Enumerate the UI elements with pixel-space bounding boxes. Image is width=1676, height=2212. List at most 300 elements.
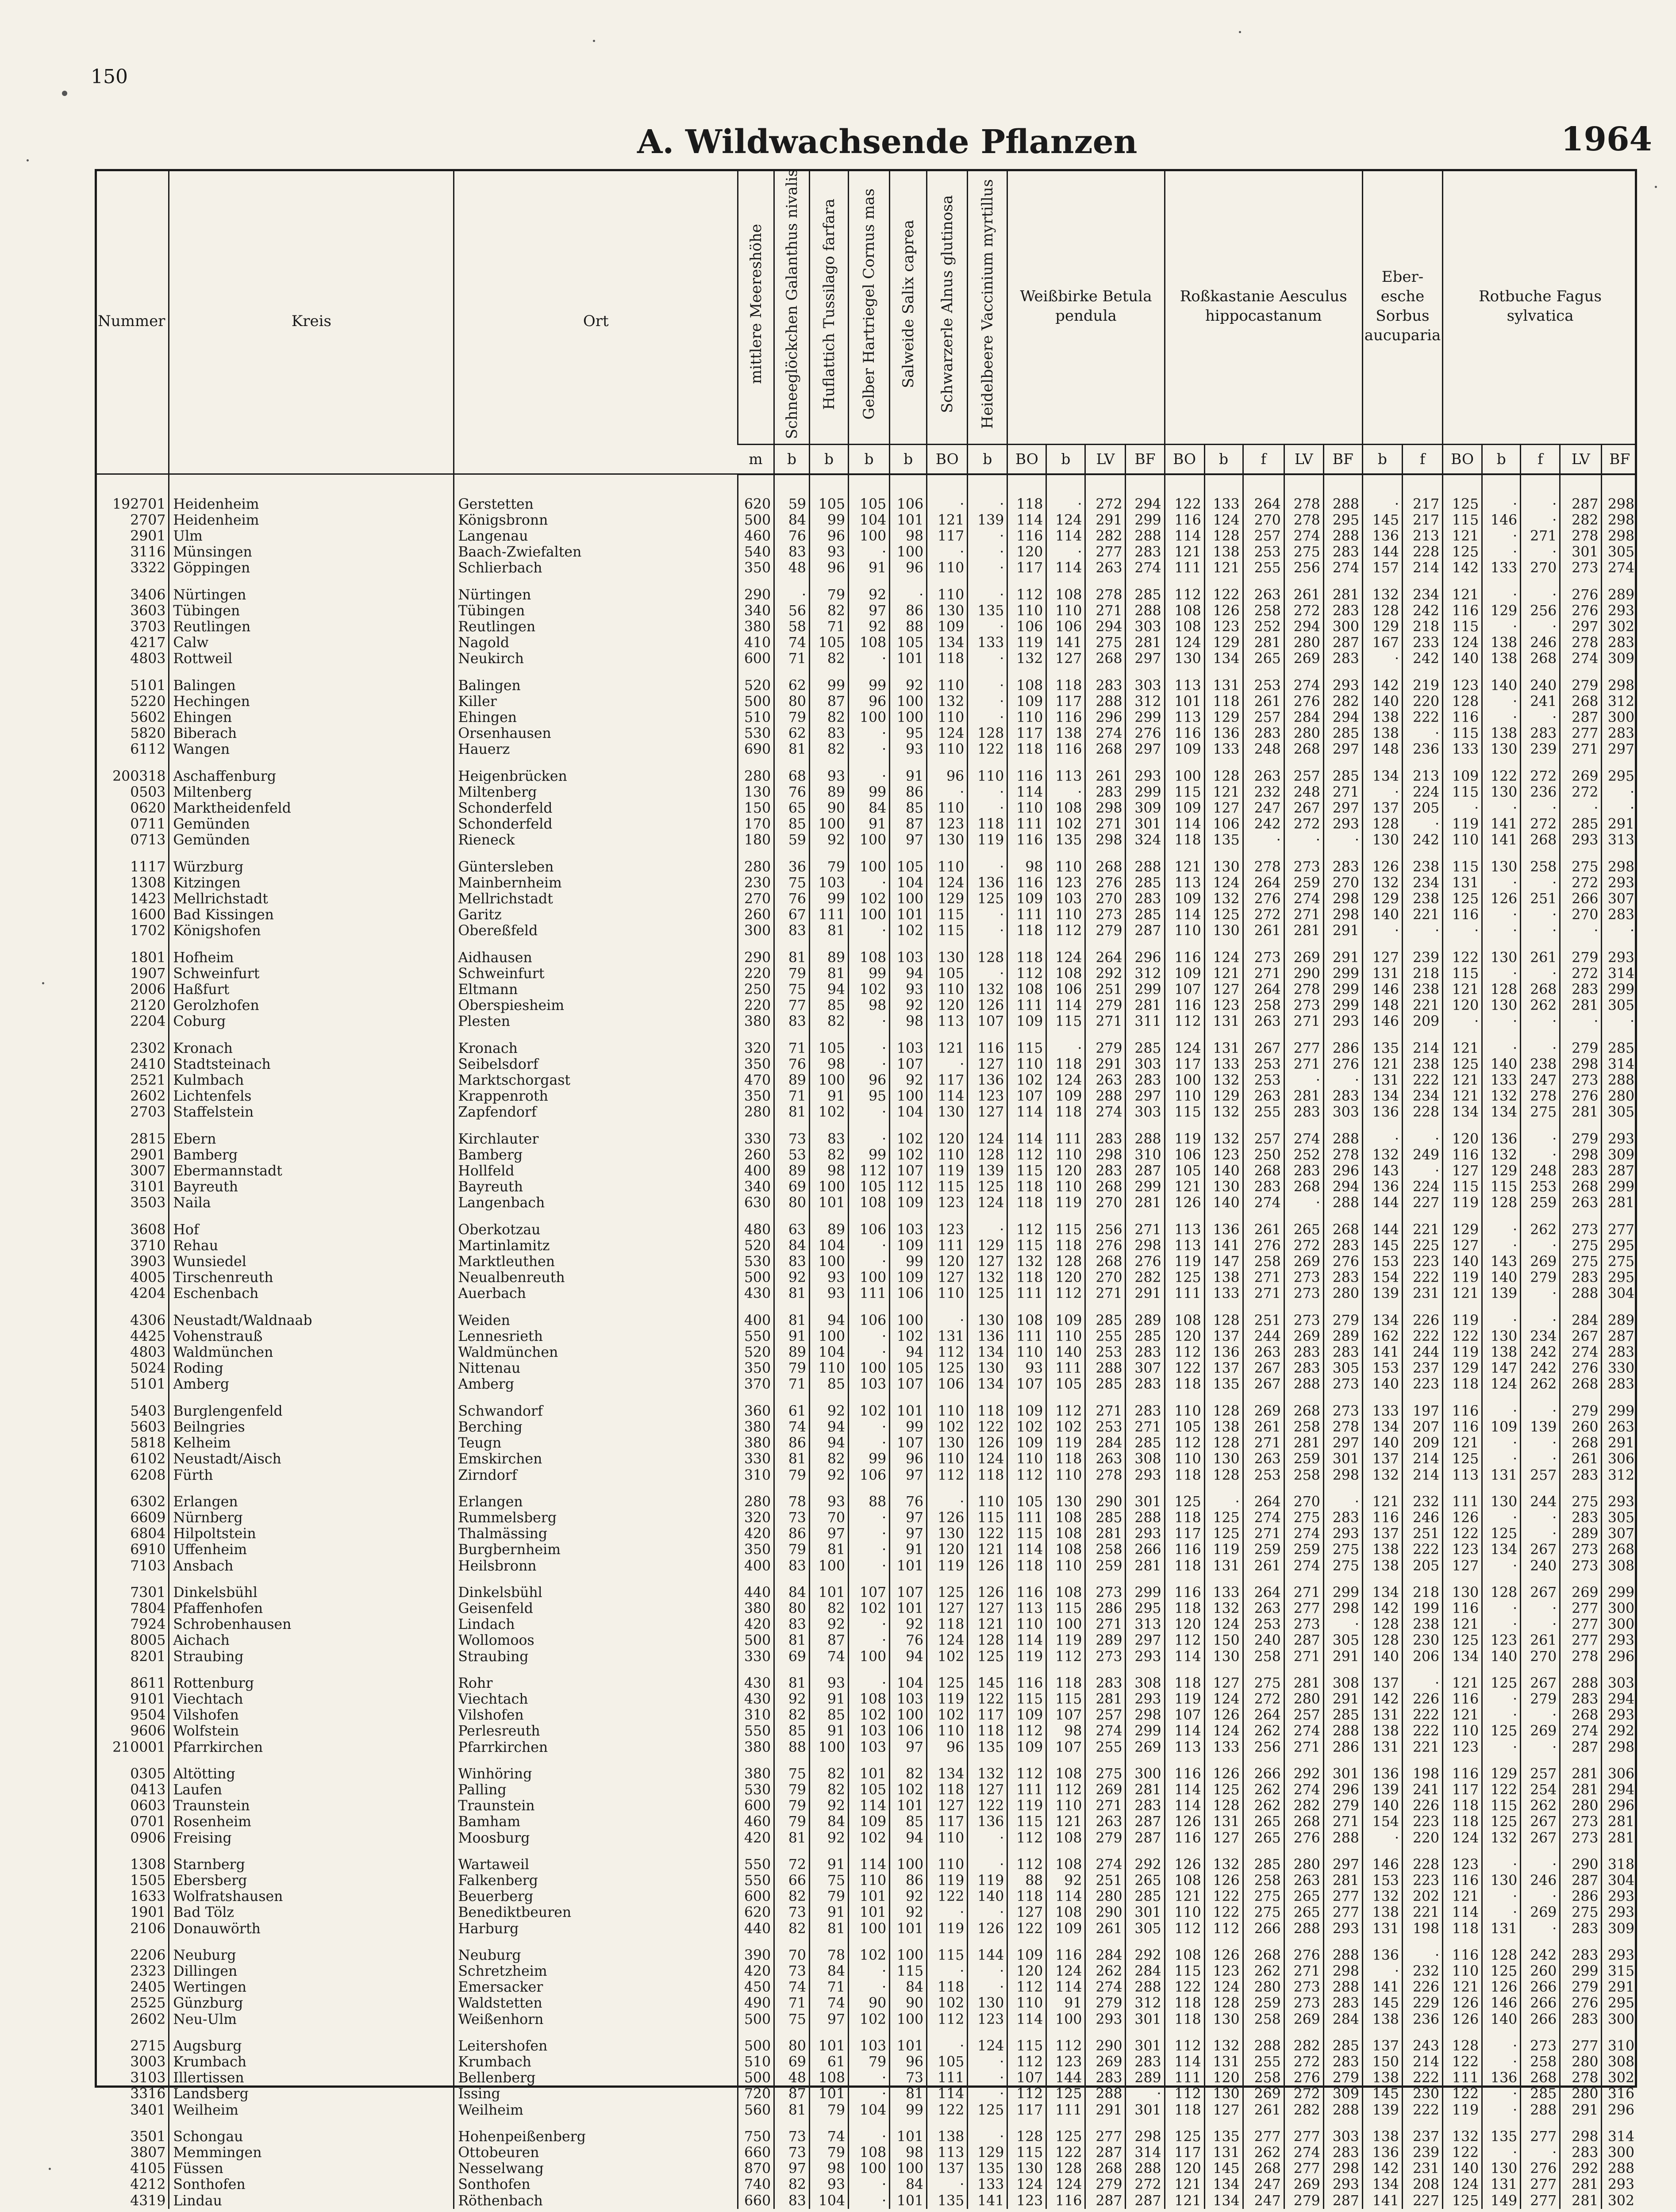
ort-cell: Waldstetten — [454, 1995, 738, 2011]
gap-cell — [1284, 2028, 1323, 2038]
station-number: 8611 — [130, 1675, 166, 1691]
gap-cell — [1046, 1846, 1085, 1857]
value-cell: 293 — [1126, 1526, 1165, 1542]
gap-cell — [1560, 474, 1602, 496]
table-row — [95, 1947, 1637, 1963]
ort-cell: Geisenfeld — [454, 1601, 738, 1617]
value-cell: 254 — [1521, 1782, 1560, 1798]
value-cell: 81 — [774, 1286, 810, 1302]
value-cell: · — [1482, 1601, 1521, 1617]
value-cell: 283 — [1284, 1104, 1323, 1120]
value-cell: 244 — [1521, 1494, 1560, 1510]
value-cell: 130 — [1007, 2161, 1046, 2177]
value-cell: · — [1362, 651, 1402, 667]
station-number: 2703 — [130, 1104, 166, 1121]
value-cell: 280 — [738, 768, 774, 784]
gap-cell — [1204, 2028, 1243, 2038]
station-number: 4217 — [130, 635, 166, 651]
value-cell: · — [1482, 694, 1521, 710]
value-cell: · — [1482, 1403, 1521, 1419]
value-cell: 279 — [1284, 2193, 1323, 2209]
gap-cell — [1402, 939, 1442, 950]
value-cell: 258 — [1243, 2012, 1284, 2028]
value-cell: 140 — [968, 1889, 1007, 1905]
value-cell: 87 — [809, 694, 848, 710]
gap-cell — [95, 1937, 169, 1947]
value-cell: 115 — [1482, 1179, 1521, 1195]
table-row — [95, 2102, 1637, 2118]
gap-cell — [1402, 758, 1442, 768]
value-cell: 268 — [1284, 1814, 1323, 1830]
value-cell: 283 — [1085, 1131, 1126, 1147]
value-cell: 96 — [890, 1451, 927, 1467]
value-cell: 93 — [809, 1675, 848, 1691]
ort-cell: Winhöring — [454, 1766, 738, 1782]
table-row — [95, 2012, 1637, 2028]
value-cell: 125 — [968, 1649, 1007, 1665]
kreis-cell: Beilngries — [169, 1419, 454, 1435]
value-cell: 102 — [1046, 816, 1085, 832]
value-cell: 274 — [1126, 560, 1165, 576]
value-cell: 308 — [1323, 1675, 1362, 1691]
value-cell: 138 — [1046, 726, 1085, 741]
value-cell: 307 — [1602, 1526, 1637, 1542]
gap-cell — [1284, 1937, 1323, 1947]
value-cell: 296 — [1085, 710, 1126, 726]
value-cell: 78 — [774, 1494, 810, 1510]
value-cell: 274 — [1323, 560, 1362, 576]
value-cell: 280 — [1243, 1979, 1284, 1995]
table-row — [95, 1601, 1637, 1617]
gap-cell — [1560, 1211, 1602, 1222]
value-cell: 126 — [1165, 1814, 1204, 1830]
value-cell: 130 — [1204, 2086, 1243, 2102]
gap-cell — [809, 939, 848, 950]
value-cell: 126 — [1482, 1979, 1521, 1995]
value-cell: 71 — [809, 619, 848, 635]
gap-cell — [774, 1302, 810, 1313]
gap-cell — [774, 939, 810, 950]
value-cell: · — [1521, 512, 1560, 528]
value-cell: 141 — [1204, 1238, 1243, 1254]
gap-cell — [454, 1483, 738, 1494]
group-gap — [95, 849, 1637, 859]
value-cell: 124 — [1046, 2177, 1085, 2193]
value-cell: 96 — [927, 768, 968, 784]
gap-cell — [1443, 474, 1482, 496]
value-cell: 100 — [890, 1707, 927, 1723]
value-cell: 102 — [890, 1782, 927, 1798]
value-cell: 112 — [1046, 1403, 1085, 1419]
value-cell: 113 — [1165, 1222, 1204, 1238]
value-cell: 115 — [1443, 512, 1482, 528]
value-cell: 119 — [927, 1691, 968, 1707]
value-cell: 230 — [1402, 1632, 1442, 1648]
value-cell: 248 — [1243, 741, 1284, 757]
value-cell: 138 — [1362, 1905, 1402, 1920]
table-row — [95, 1270, 1637, 1286]
value-cell: 269 — [1284, 1254, 1323, 1270]
ort-cell: Erlangen — [454, 1494, 738, 1510]
value-cell: 274 — [1560, 1344, 1602, 1360]
value-cell: · — [1482, 1905, 1521, 1920]
value-cell: 287 — [1085, 2145, 1126, 2161]
value-cell: · — [1521, 1014, 1560, 1029]
gap-cell — [968, 1483, 1007, 1494]
value-cell: 117 — [1165, 1056, 1204, 1072]
value-cell: 101 — [890, 2038, 927, 2054]
value-cell: 116 — [1443, 907, 1482, 923]
value-cell: 92 — [809, 832, 848, 848]
value-cell: 123 — [1204, 1963, 1243, 1979]
value-cell: 304 — [1602, 1286, 1637, 1302]
value-cell: 293 — [1323, 2177, 1362, 2193]
gap-cell — [1046, 1937, 1085, 1947]
value-cell: 127 — [1443, 1163, 1482, 1179]
value-cell: 114 — [1007, 1542, 1046, 1558]
value-cell: 281 — [1126, 1195, 1165, 1211]
station-number: 6102 — [130, 1451, 166, 1467]
value-cell: 253 — [1243, 1467, 1284, 1483]
value-cell: 101 — [849, 1905, 890, 1920]
gap-cell — [1521, 1121, 1560, 1131]
value-cell: 104 — [890, 1104, 927, 1120]
value-cell: 289 — [1602, 587, 1637, 603]
gap-cell — [1602, 1121, 1637, 1131]
gap-cell — [1085, 849, 1126, 859]
value-cell: 89 — [774, 1163, 810, 1179]
value-cell: 223 — [1402, 1873, 1442, 1889]
station-number: 3003 — [130, 2054, 166, 2070]
value-cell: 138 — [1204, 1419, 1243, 1435]
kreis-cell: Burglengenfeld — [169, 1403, 454, 1419]
value-cell: 283 — [1126, 1072, 1165, 1088]
value-cell: 148 — [1362, 998, 1402, 1014]
gap-cell — [1243, 1121, 1284, 1131]
gap-cell — [1284, 1574, 1323, 1585]
unit-header: BF — [1602, 444, 1637, 474]
value-cell: 259 — [1243, 1542, 1284, 1558]
gap-cell — [1521, 849, 1560, 859]
gap-cell — [968, 2028, 1007, 2038]
value-cell: 269 — [1284, 2177, 1323, 2193]
gap-cell — [1362, 667, 1402, 678]
value-cell: · — [1323, 1617, 1362, 1632]
value-cell: 111 — [1443, 2070, 1482, 2086]
value-cell: 61 — [774, 1403, 810, 1419]
gap-cell — [738, 474, 774, 496]
value-cell: 134 — [1362, 768, 1402, 784]
value-cell: 238 — [1402, 982, 1442, 998]
ort-cell: Harburg — [454, 1921, 738, 1937]
gap-cell — [1443, 1937, 1482, 1947]
value-cell: 273 — [1085, 1585, 1126, 1601]
value-cell: · — [1204, 1494, 1243, 1510]
station-number: 7924 — [130, 1617, 166, 1633]
gap-cell — [1560, 939, 1602, 950]
gap-cell — [1046, 576, 1085, 587]
value-cell: 137 — [1362, 1526, 1402, 1542]
kreis-cell: Viechtach — [169, 1691, 454, 1707]
value-cell: 306 — [1602, 1766, 1637, 1782]
value-cell: 312 — [1126, 1995, 1165, 2011]
value-cell: 104 — [849, 2102, 890, 2118]
value-cell: 139 — [1362, 2102, 1402, 2118]
station-number: 5820 — [130, 726, 166, 742]
value-cell: 265 — [1284, 1905, 1323, 1920]
value-cell: 255 — [1085, 1329, 1126, 1344]
value-cell: 132 — [968, 1766, 1007, 1782]
gap-cell — [1165, 2118, 1204, 2129]
value-cell: 110 — [927, 1451, 968, 1467]
value-cell: 92 — [890, 1889, 927, 1905]
table-row — [95, 560, 1637, 576]
value-cell: 112 — [1165, 1014, 1204, 1029]
value-cell: 119 — [927, 1163, 968, 1179]
value-cell: 272 — [1284, 1238, 1323, 1254]
value-cell: 153 — [1362, 1254, 1402, 1270]
value-cell: 125 — [1482, 1675, 1521, 1691]
gap-cell — [169, 939, 454, 950]
value-cell: 130 — [1443, 1585, 1482, 1601]
value-cell: 109 — [890, 1195, 927, 1211]
value-cell: 283 — [1602, 635, 1637, 651]
station-number: 2602 — [130, 2011, 166, 2028]
value-cell: 309 — [1602, 651, 1637, 667]
value-cell: 305 — [1323, 1360, 1362, 1376]
value-cell: 105 — [927, 2054, 968, 2070]
value-cell: 269 — [1284, 950, 1323, 966]
value-cell: 267 — [1560, 1329, 1602, 1344]
value-cell: 84 — [774, 1585, 810, 1601]
value-cell: 277 — [1560, 1601, 1602, 1617]
value-cell: 110 — [1007, 1617, 1046, 1632]
value-cell: 125 — [1443, 496, 1482, 512]
value-cell: · — [1521, 1889, 1560, 1905]
value-cell: 120 — [1443, 1131, 1482, 1147]
table-row — [95, 1814, 1637, 1830]
value-cell: · — [1521, 496, 1560, 512]
table-row — [95, 1435, 1637, 1451]
value-cell: 308 — [1126, 1675, 1165, 1691]
value-cell: 283 — [1560, 1467, 1602, 1483]
value-cell: 107 — [1007, 1088, 1046, 1104]
value-cell: 105 — [809, 496, 848, 512]
value-cell: 272 — [1521, 768, 1560, 784]
value-cell: 261 — [1243, 2102, 1284, 2118]
station-number: 9504 — [130, 1707, 166, 1724]
value-cell: 131 — [1204, 2054, 1243, 2070]
gap-cell — [968, 1211, 1007, 1222]
ort-cell: Weißenhorn — [454, 2012, 738, 2028]
value-cell: 271 — [1085, 816, 1126, 832]
value-cell: 111 — [1007, 907, 1046, 923]
gap-cell — [1521, 1393, 1560, 1403]
value-cell: 279 — [1521, 1691, 1560, 1707]
value-cell: 148 — [1362, 741, 1402, 757]
gap-cell — [738, 1483, 774, 1494]
value-cell: 262 — [1243, 1723, 1284, 1739]
value-cell: 199 — [1402, 1601, 1442, 1617]
value-cell: 83 — [774, 1617, 810, 1632]
kreis-cell: Rosenheim — [169, 1814, 454, 1830]
gap-cell — [849, 1030, 890, 1041]
value-cell: 102 — [1007, 1419, 1046, 1435]
kreis-cell: Dinkelsbühl — [169, 1585, 454, 1601]
value-cell: 110 — [927, 560, 968, 576]
value-cell: 125 — [927, 1675, 968, 1691]
value-cell: 239 — [1402, 950, 1442, 966]
value-cell: 125 — [1443, 2193, 1482, 2209]
value-cell: 110 — [927, 982, 968, 998]
value-cell: 129 — [927, 891, 968, 907]
value-cell: 110 — [1165, 1905, 1204, 1920]
ort-cell: Beuerberg — [454, 1889, 738, 1905]
value-cell: 147 — [1204, 1254, 1243, 1270]
value-cell: 277 — [1521, 2193, 1560, 2209]
value-cell: 400 — [738, 1558, 774, 1574]
value-cell: 223 — [1402, 1254, 1442, 1270]
value-cell: · — [1521, 1526, 1560, 1542]
gap-cell — [1046, 1755, 1085, 1766]
value-cell: 299 — [1126, 1585, 1165, 1601]
ort-cell: Weiden — [454, 1313, 738, 1329]
value-cell: 128 — [1204, 1995, 1243, 2011]
ort-cell: Marktleuthen — [454, 1254, 738, 1270]
value-cell: 92 — [890, 1072, 927, 1088]
value-cell: 100 — [1165, 768, 1204, 784]
value-cell: 226 — [1402, 1798, 1442, 1814]
value-cell: 285 — [1126, 1329, 1165, 1344]
value-cell: 223 — [1402, 1814, 1442, 1830]
gap-cell — [1521, 1755, 1560, 1766]
value-cell: 117 — [1046, 694, 1085, 710]
gap-cell — [1046, 1574, 1085, 1585]
value-cell: 82 — [809, 603, 848, 619]
value-cell: · — [1482, 544, 1521, 560]
ort-cell: Schlierbach — [454, 560, 738, 576]
value-cell: 126 — [968, 1585, 1007, 1601]
value-cell: 271 — [1085, 1403, 1126, 1419]
gap-cell — [169, 474, 454, 496]
value-cell: 274 — [1284, 678, 1323, 694]
value-cell: 118 — [1165, 1510, 1204, 1526]
value-cell: 115 — [1443, 1179, 1482, 1195]
gap-cell — [1046, 474, 1085, 496]
value-cell: 102 — [1007, 1072, 1046, 1088]
value-cell: 270 — [1085, 1195, 1126, 1211]
value-cell: 110 — [1046, 1179, 1085, 1195]
value-cell: 97 — [890, 1740, 927, 1755]
value-cell: 286 — [1085, 1601, 1126, 1617]
gap-cell — [927, 2118, 968, 2129]
value-cell: 110 — [927, 859, 968, 875]
gap-cell — [1046, 849, 1085, 859]
station-number: 5818 — [130, 1435, 166, 1452]
gap-cell — [1046, 2118, 1085, 2129]
ort-cell: Thalmässing — [454, 1526, 738, 1542]
value-cell: 118 — [1165, 832, 1204, 848]
value-cell: 142 — [1362, 678, 1402, 694]
value-cell: 288 — [1126, 528, 1165, 544]
gap-cell — [1362, 2028, 1402, 2038]
gap-cell — [1007, 1030, 1046, 1041]
gap-cell — [1204, 667, 1243, 678]
value-cell: 103 — [809, 875, 848, 891]
scan-speck — [1239, 31, 1241, 33]
table-row — [95, 950, 1637, 966]
value-cell: 110 — [927, 710, 968, 726]
value-cell: 143 — [1482, 1254, 1521, 1270]
value-cell: 278 — [1284, 512, 1323, 528]
value-cell: 293 — [1602, 2177, 1637, 2193]
value-cell: 305 — [1602, 1104, 1637, 1120]
value-cell: 278 — [1323, 1147, 1362, 1163]
value-cell: 134 — [968, 1344, 1007, 1360]
value-cell: 102 — [927, 1649, 968, 1665]
station-number: 0713 — [130, 832, 166, 849]
value-cell: 121 — [1362, 1494, 1402, 1510]
value-cell: 314 — [1602, 1056, 1637, 1072]
unit-header: b — [809, 444, 848, 474]
station-number: 3608 — [130, 1221, 166, 1238]
value-cell: 124 — [1046, 1963, 1085, 1979]
value-cell: 133 — [1204, 1286, 1243, 1302]
value-cell: 94 — [890, 1649, 927, 1665]
value-cell: 128 — [1482, 1195, 1521, 1211]
value-cell: 125 — [1204, 1510, 1243, 1526]
value-cell: 299 — [1560, 1963, 1602, 1979]
value-cell: 291 — [1085, 1056, 1126, 1072]
gap-cell — [454, 849, 738, 859]
value-cell: 278 — [1560, 2070, 1602, 2086]
station-number: 3903 — [130, 1254, 166, 1270]
value-cell: 81 — [774, 1675, 810, 1691]
value-cell: 85 — [774, 816, 810, 832]
value-cell: 119 — [927, 1921, 968, 1937]
value-cell: 123 — [1443, 678, 1482, 694]
gap-cell — [1165, 1483, 1204, 1494]
value-cell: 118 — [927, 651, 968, 667]
value-cell: 118 — [1165, 1995, 1204, 2011]
station-number: 2715 — [130, 2038, 166, 2054]
value-cell: 279 — [1323, 2070, 1362, 2086]
value-cell: 283 — [1560, 1691, 1602, 1707]
value-cell: 294 — [1085, 619, 1126, 635]
value-cell: 82 — [809, 1451, 848, 1467]
value-cell: 131 — [927, 1329, 968, 1344]
value-cell: 285 — [1323, 1707, 1362, 1723]
value-cell: 93 — [809, 1494, 848, 1510]
value-cell: 82 — [809, 1766, 848, 1782]
ort-cell: Issing — [454, 2086, 738, 2102]
value-cell: 222 — [1402, 1542, 1442, 1558]
value-cell: 230 — [738, 875, 774, 891]
value-cell: 138 — [1362, 2012, 1402, 2028]
value-cell: 121 — [968, 1617, 1007, 1632]
value-cell: 73 — [774, 1131, 810, 1147]
value-cell: · — [1521, 1041, 1560, 1056]
gap-cell — [1521, 1211, 1560, 1222]
value-cell: 100 — [809, 1254, 848, 1270]
value-cell: · — [849, 726, 890, 741]
gap-cell — [95, 1755, 169, 1766]
value-cell: 119 — [1046, 1435, 1085, 1451]
value-cell: 227 — [1402, 2193, 1442, 2209]
value-cell: 293 — [1602, 1707, 1637, 1723]
station-number: 3322 — [130, 560, 166, 576]
value-cell: 116 — [1007, 1585, 1046, 1601]
